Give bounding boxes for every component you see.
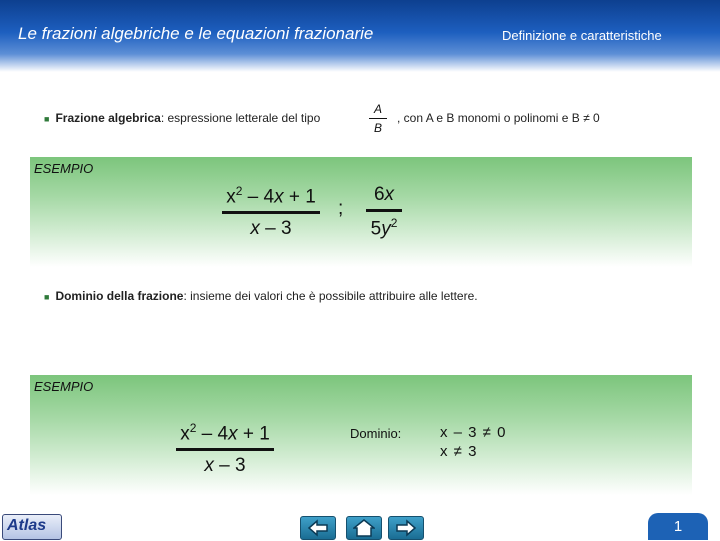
example-fraction-2 [366,184,402,240]
definition-term: Frazione algebrica [55,111,161,125]
previous-button[interactable] [300,516,336,540]
fraction-bar [369,118,387,119]
definition-text: : insieme dei valori che è possibile attribuire alle lettere. [183,289,478,303]
fraction-denominator: x – 3 [250,218,292,240]
fraction-bar [366,209,402,212]
fraction-numerator: $x^2 - 4x + 1$ [226,184,316,208]
atlas-logo[interactable] [2,514,62,540]
fraction-numerator: 6x [373,184,395,205]
definition-text: : espressione letterale del tipo [160,111,321,125]
definition-dominio [44,289,478,303]
example-label-2: ESEMPIO [34,379,94,394]
domain-condition-1: x – 3 ≠ 0 [440,424,507,441]
example-fraction-3 [176,421,274,477]
example-label-1: ESEMPIO [34,161,94,176]
fraction-denominator: x – 3 [204,455,246,477]
example-band-1 [30,157,692,267]
header-banner [0,0,720,72]
fraction-numerator: A [373,102,382,116]
separator: ; [338,198,344,219]
fraction-denominator: B [373,121,382,135]
section-title: Definizione e caratteristiche [502,28,662,43]
example-fraction-1 [222,184,320,240]
page-title: Le frazioni algebriche e le equazioni frazionarie [18,24,374,43]
domain-condition-2: x ≠ 3 [440,443,478,460]
bullet-icon: ■ [44,114,50,124]
home-icon [353,519,375,537]
fraction-bar [222,211,320,214]
page-number-badge: 1 [648,513,708,540]
generic-fraction [369,102,387,135]
fraction-denominator: $5y^2$ [370,216,398,240]
fraction-numerator: $x^2 - 4x + 1$ [180,421,270,445]
dominio-label: Dominio: [350,426,402,441]
next-button[interactable] [388,516,424,540]
definition-frazione [44,111,320,125]
definition-term: Dominio della frazione [55,289,184,303]
logo-text: Atlas [7,517,47,534]
arrow-right-icon [395,519,417,537]
bullet-icon: ■ [44,292,50,302]
definition-tail: , con A e B monomi o polinomi e B ≠ 0 [397,111,600,125]
fraction-bar [176,448,274,451]
arrow-left-icon [307,519,329,537]
home-button[interactable] [346,516,382,540]
